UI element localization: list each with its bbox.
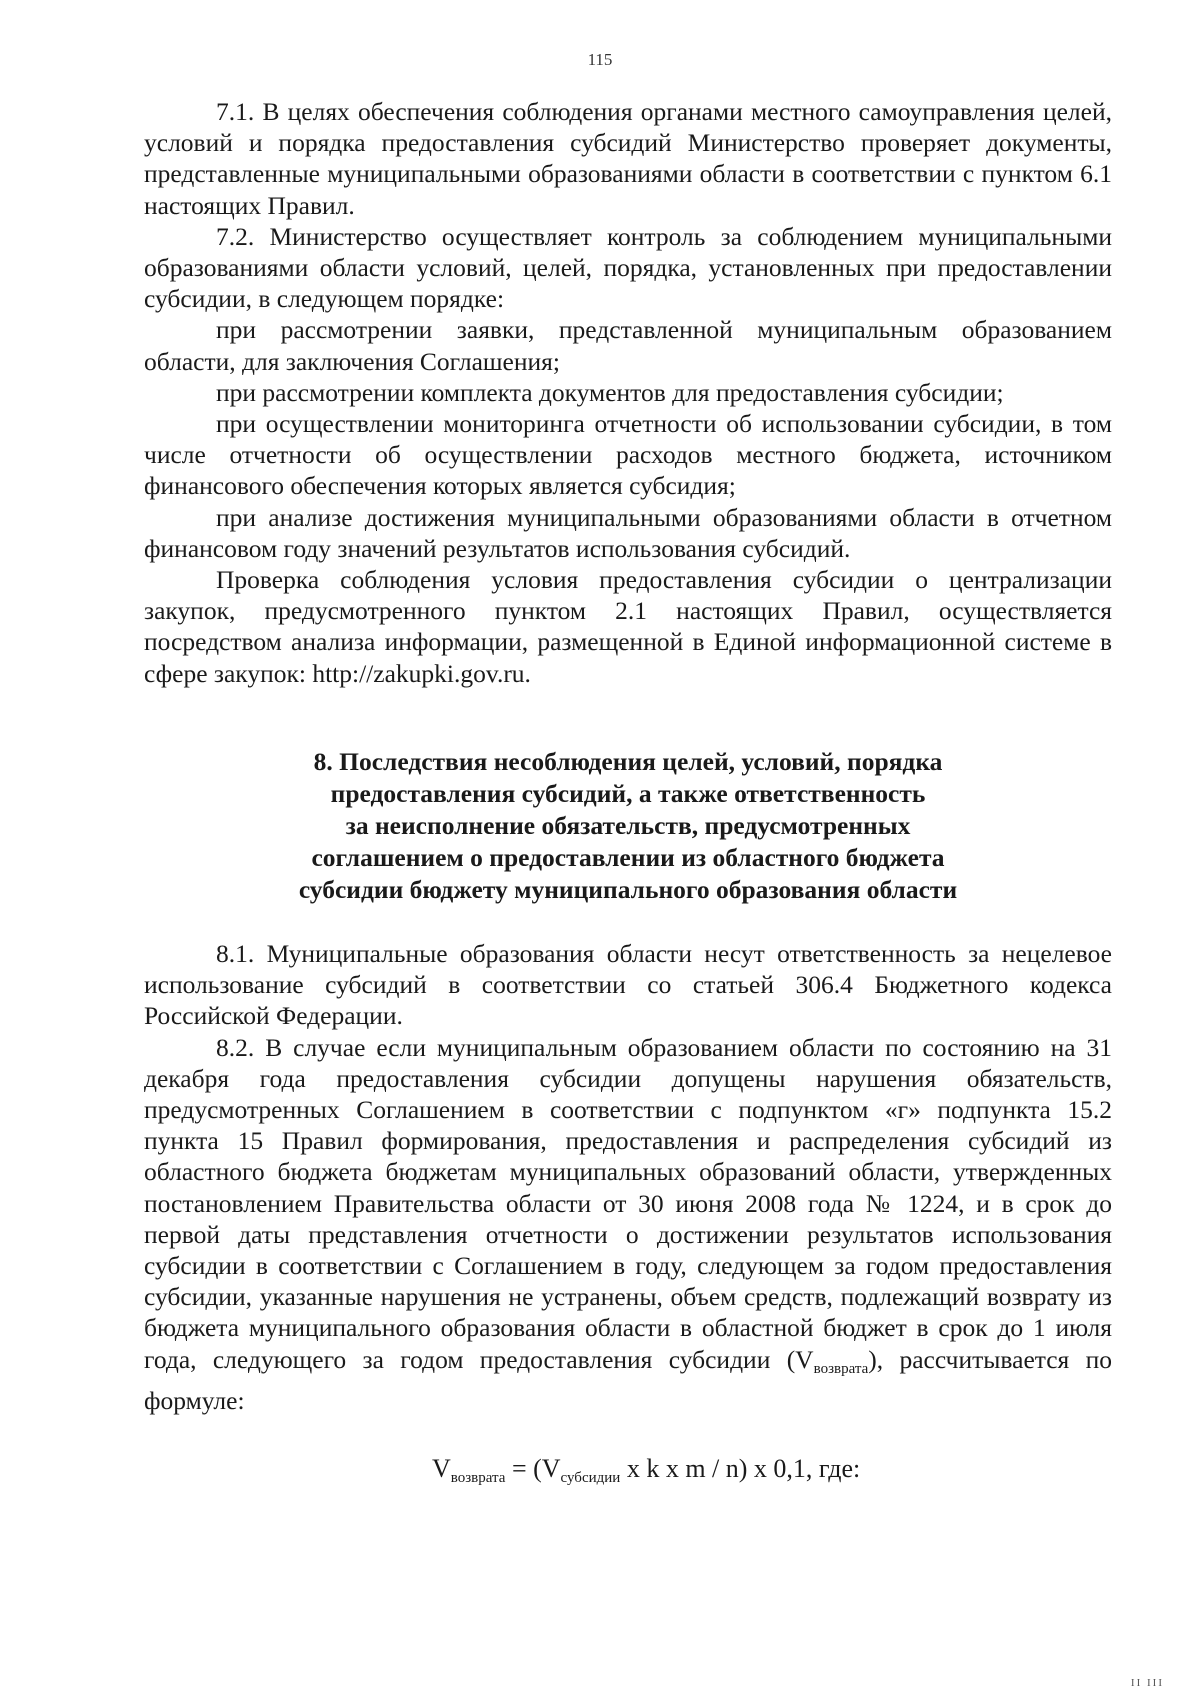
formula-mid: = (V — [505, 1454, 561, 1483]
paragraph-8-2-tail: ), рассчитывается по формуле: — [144, 1344, 1112, 1415]
paragraph-8-2-text: 8.2. В случае если муниципальным образованием области по состоянию на 31 декабря года предоставления субсидии допущены нарушения обязательств, предусмотренных Соглашением в соответствии с подпунктом «г» подпункта 15.2 пункта 15 Правил формирования, предоставления и распределения субсидий из областного бюджета бюджетам муниципальных образований области, утвержденных постановлением Правительства области от 30 июня 2008 года № 1224, и в срок до первой даты представления отчетности о достижении результатов использования субсидии в соответствии с Соглашением в году, следующем за годом предоставления субсидии, указанные нарушения не устранены, объем средств, подлежащий возврату из бюджета муниципального образования области в областной бюджет в срок до 1 июля года, следующего за годом предоставления субсидии (V — [144, 1032, 1112, 1374]
heading-line: соглашением о предоставлении из областного бюджета — [311, 843, 945, 872]
section-7-body — [144, 96, 1112, 689]
formula-rhs: x k x m / n) x 0,1, где: — [620, 1454, 861, 1483]
list-item-results-analysis: при анализе достижения муниципальными образованиями области в отчетном финансовом году значений результатов использования субсидий. — [144, 502, 1112, 563]
paragraph-7-2: 7.2. Министерство осуществляет контроль за соблюдением муниципальными образованиями области условий, целей, порядка, установленных при предоставлении субсидии, в следующем порядке: — [144, 221, 1112, 314]
list-item-application-review: при рассмотрении заявки, представленной муниципальным образованием области, для заключения Соглашения; — [144, 315, 1112, 376]
section-8-body — [144, 938, 1112, 1416]
formula-lhs: V — [432, 1454, 451, 1483]
paragraph-8-1: 8.1. Муниципальные образования области несут ответственность за нецелевое использование субсидий в соответствии со статьей 306.4 Бюджетного кодекса Российской Федерации. — [144, 939, 1112, 1031]
return-formula — [432, 1454, 860, 1487]
page-number: 115 — [587, 50, 613, 69]
paragraph-7-1: 7.1. В целях обеспечения соблюдения органами местного самоуправления целей, условий и порядка предоставления субсидий Министерство проверяет документы, представленные муниципальными образованиями области в соответствии с пунктом 6.1 настоящих Правил. — [144, 97, 1112, 220]
scan-corner-mark: ІІ ІІІ — [1130, 1677, 1164, 1689]
paragraph-8-2 — [144, 1032, 1112, 1416]
section-8-heading — [144, 746, 1112, 906]
list-item-documents-review: при рассмотрении комплекта документов для предоставления субсидии; — [216, 377, 1004, 407]
heading-line: предоставления субсидий, а также ответственность — [330, 779, 926, 808]
heading-line: за неисполнение обязательств, предусмотренных — [345, 811, 911, 840]
paragraph-procurement-check: Проверка соблюдения условия предоставления субсидии о централизации закупок, предусмотренного пунктом 2.1 настоящих Правил, осуществляется посредством анализа информации, размещенной в Единой информационной системе в сфере закупок: http://zakupki.gov.ru. — [144, 565, 1112, 688]
paragraph-8-2-subscript: возврата — [813, 1360, 869, 1377]
formula-mid-subscript: субсидии — [560, 1470, 621, 1486]
list-item-monitoring: при осуществлении мониторинга отчетности об использовании субсидии, в том числе отчетности об осуществлении расходов местного бюджета, источником финансового обеспечения которых является субсидия; — [144, 409, 1112, 501]
heading-line: 8. Последствия несоблюдения целей, условий, порядка — [313, 747, 943, 776]
formula-lhs-subscript: возврата — [450, 1470, 506, 1486]
heading-line: субсидии бюджету муниципального образования области — [298, 875, 958, 904]
